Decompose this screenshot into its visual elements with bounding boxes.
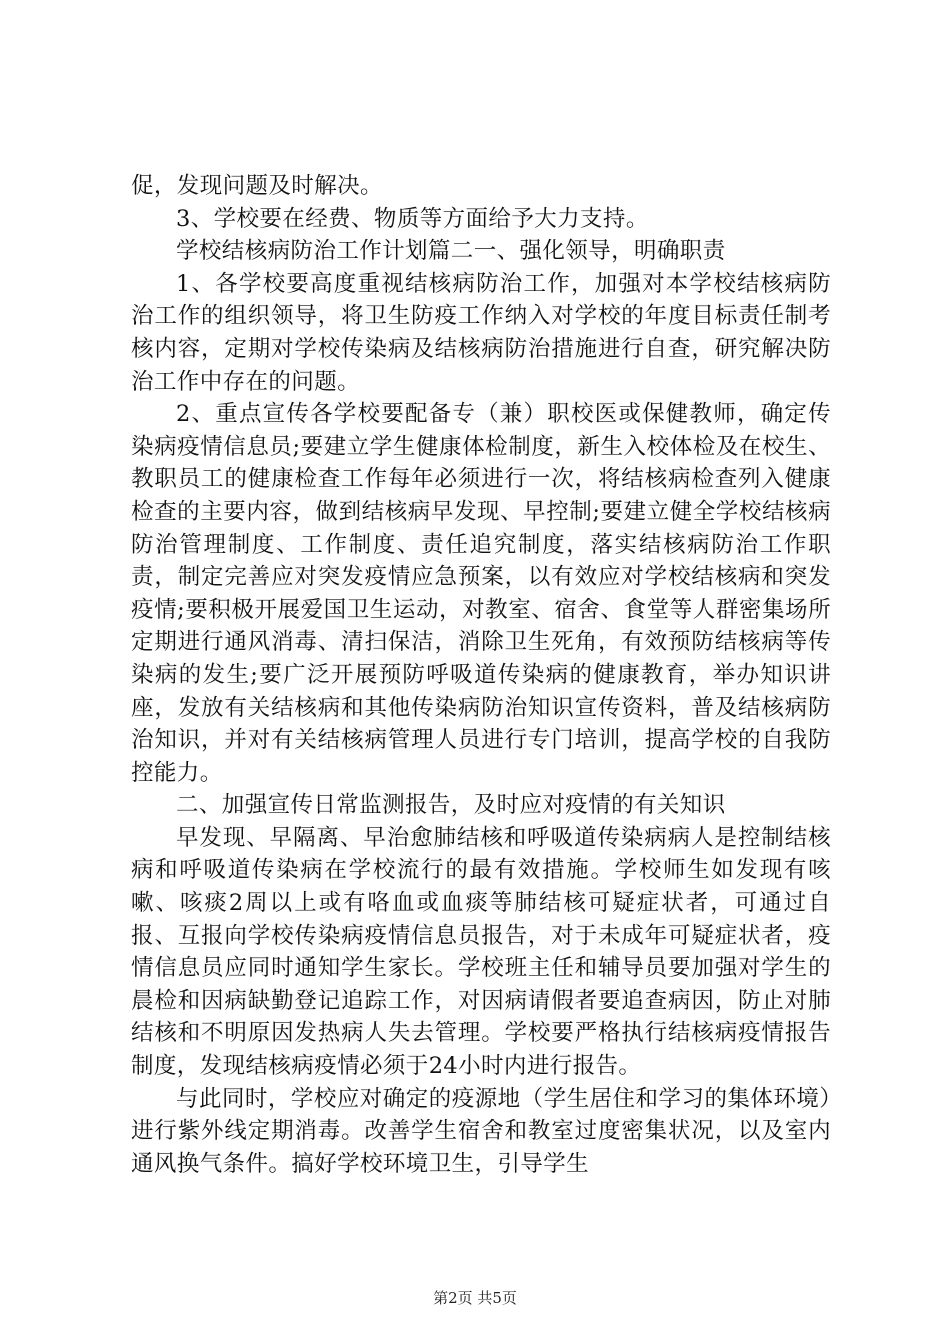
section-heading-monitoring: 二、加强宣传日常监测报告，及时应对疫情的有关知识 [176, 792, 726, 819]
section-heading-leadership: 学校结核病防治工作计划篇二一、强化领导，明确职责 [176, 238, 726, 265]
page-number-footer: 第2页 共5页 [433, 1289, 517, 1307]
paragraph-school-responsibility: 1、各学校要高度重视结核病防治工作，加强对本学校结核病防治工作的组织领导，将卫生防疫工作纳入对学校的年度目标责任制考核内容，定期对学校传染病及结核病防治措施进行自查，研究解决防治工作中存在的问题。 [131, 270, 831, 395]
paragraph-continuation: 促，发现问题及时解决。 [131, 173, 383, 199]
paragraph-funding-support: 3、学校要在经费、物质等方面给予大力支持。 [176, 205, 649, 232]
document-body [131, 170, 831, 1180]
paragraph-publicity-measures: 2、重点宣传各学校要配备专（兼）职校医或保健教师，确定传染病疫情信息员;要建立学生健康体检制度，新生入校体检及在校生、教职员工的健康检查工作每年必须进行一次，将结核病检查列入健康检查的主要内容，做到结核病早发现、早控制;要建立健全学校结核病防治管理制度、工作制度、责任追究制度，落实结核病防治工作职责，制定完善应对突发疫情应急预案，以有效应对学校结核病和突发疫情;要积极开展爱国卫生运动，对教室、宿舍、食堂等人群密集场所定期进行通风消毒、清扫保洁，消除卫生死角，有效预防结核病等传染病的发生;要广泛开展预防呼吸道传染病的健康教育，举办知识讲座，发放有关结核病和其他传染病防治知识宣传资料，普及结核病防治知识，并对有关结核病管理人员进行专门培训，提高学校的自我防控能力。 [131, 401, 831, 786]
paragraph-early-detection: 早发现、早隔离、早治愈肺结核和呼吸道传染病病人是控制结核病和呼吸道传染病在学校流行的最有效措施。学校师生如发现有咳嗽、咳痰2周以上或有咯血或血痰等肺结核可疑症状者，可通过自报、互报向学校传染病疫情信息员报告，对于未成年可疑症状者，疫情信息员应同时通知学生家长。学校班主任和辅导员要加强对学生的晨检和因病缺勤登记追踪工作，对因病请假者要追查病因，防止对肺结核和不明原因发热病人失去管理。学校要严格执行结核病疫情报告制度，发现结核病疫情必须于24小时内进行报告。 [131, 824, 831, 1080]
paragraph-disinfection: 与此同时，学校应对确定的疫源地（学生居住和学习的集体环境）进行紫外线定期消毒。改善学生宿舍和教室过度密集状况，以及室内通风换气条件。搞好学校环境卫生，引导学生 [131, 1085, 831, 1177]
